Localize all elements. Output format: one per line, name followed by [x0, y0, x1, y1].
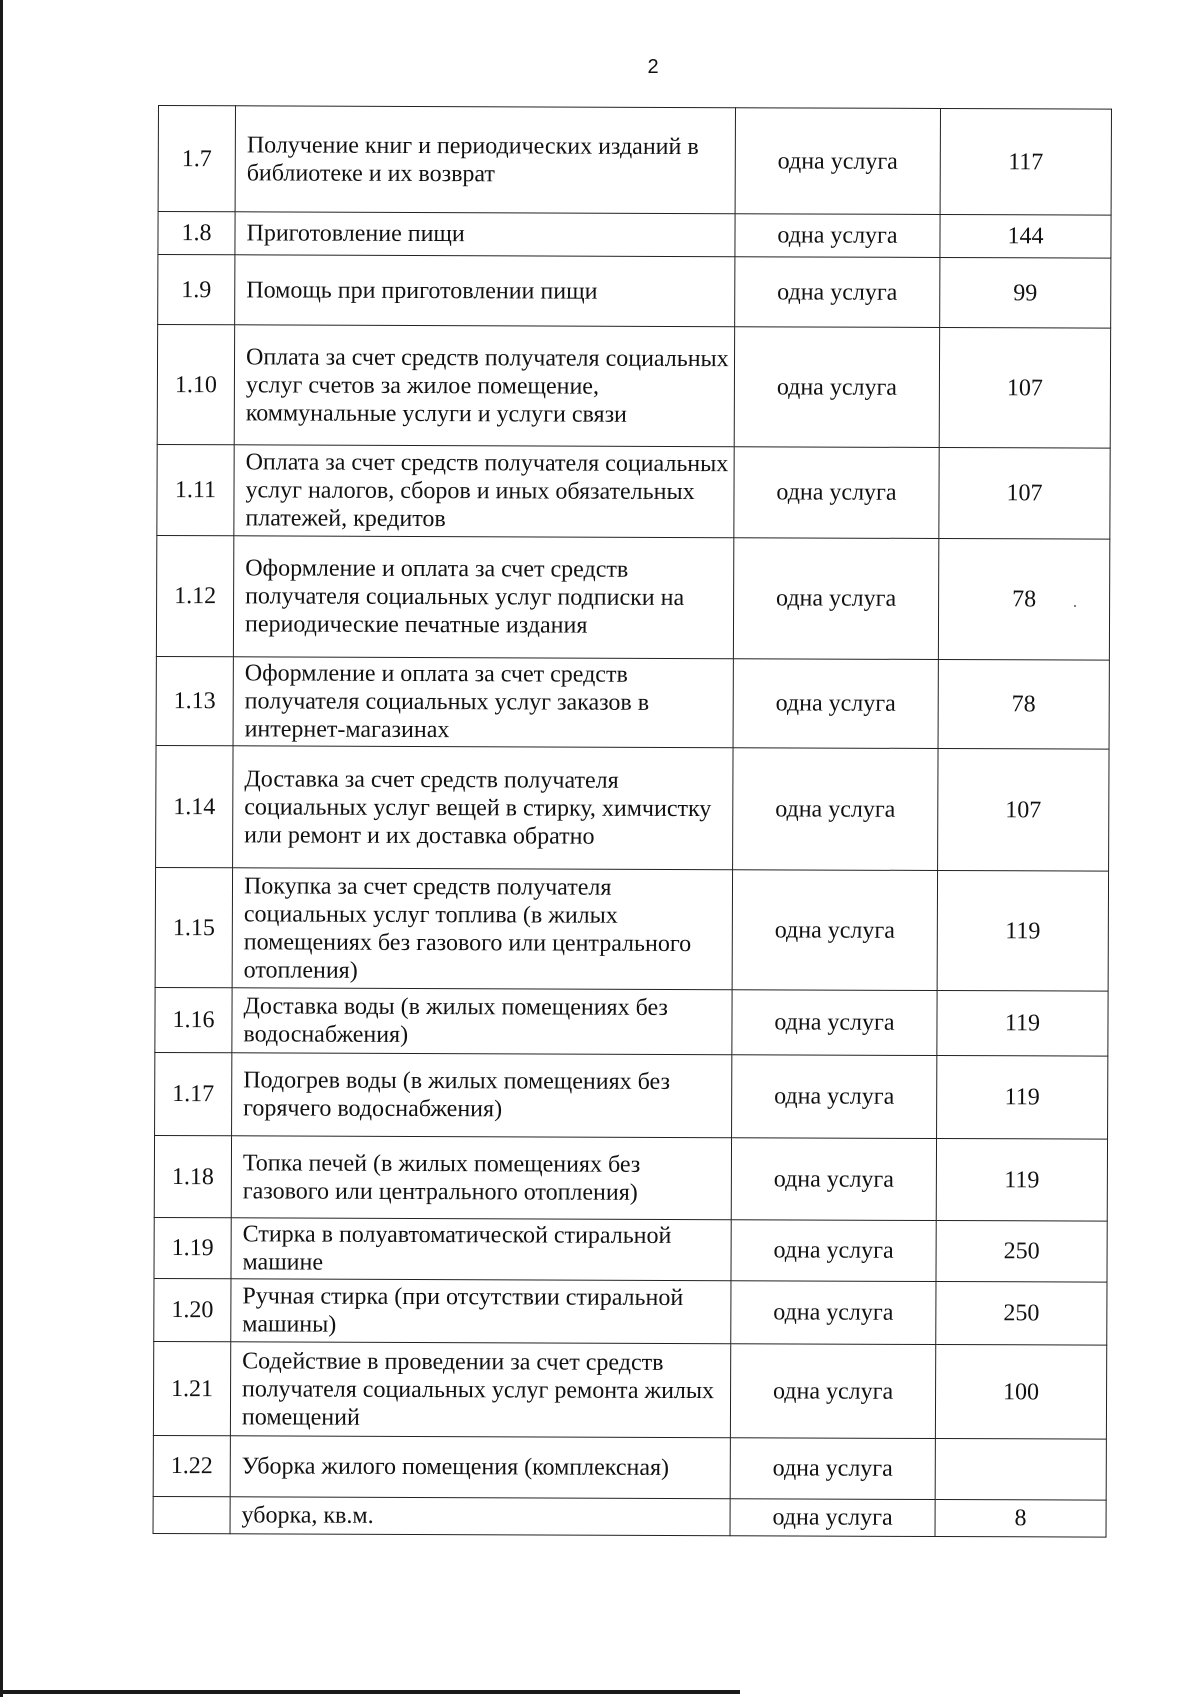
row-number: 1.11 [157, 444, 234, 535]
table-row [157, 444, 1110, 539]
row-number: 1.20 [154, 1278, 231, 1341]
row-number: 1.12 [156, 535, 233, 656]
table-row [158, 212, 1111, 259]
service-name: Приготовление пищи [235, 212, 735, 257]
service-price: 119 [937, 1055, 1108, 1139]
scan-speck [1074, 605, 1076, 607]
table-row [158, 106, 1111, 216]
row-number: 1.15 [155, 867, 232, 987]
service-name: Оплата за счет средств получателя социальных услуг налогов, сборов и иных обязательных платежей, кредитов [234, 445, 734, 538]
service-unit: одна услуга [733, 538, 938, 660]
service-name: Оплата за счет средств получателя социальных услуг счетов за жилое помещение, коммунальные услуги и услуги связи [234, 325, 734, 447]
service-name: Доставка воды (в жилых помещениях без водоснабжения) [232, 988, 732, 1055]
page-number: 2 [647, 56, 659, 78]
service-price: 78 [938, 660, 1109, 750]
service-price: 250 [936, 1220, 1107, 1282]
services-table-body [153, 106, 1111, 1538]
row-number: 1.17 [155, 1052, 232, 1135]
service-unit: одна услуга [731, 1220, 936, 1282]
row-number: 1.16 [155, 987, 232, 1052]
service-unit: одна услуга [733, 748, 938, 871]
service-name: Помощь при приготовлении пищи [235, 255, 735, 327]
service-unit: одна услуга [731, 1281, 936, 1345]
service-name: Подогрев воды (в жилых помещениях без горячего водоснабжения) [232, 1053, 732, 1138]
service-unit: одна услуга [735, 257, 940, 328]
service-price: 78 [938, 539, 1109, 661]
table-row [156, 745, 1109, 871]
service-unit: одна услуга [731, 1138, 936, 1221]
row-number: 1.22 [153, 1435, 230, 1496]
table-row [153, 1341, 1106, 1439]
table-row [156, 535, 1109, 660]
row-number: 1.10 [157, 325, 234, 445]
service-unit: одна услуга [730, 1499, 935, 1537]
service-name: Ручная стирка (при отсутствии стиральной машины) [231, 1279, 731, 1344]
service-price: 144 [940, 215, 1111, 259]
table-row [154, 1135, 1107, 1221]
table-row [156, 656, 1109, 749]
row-number [153, 1496, 230, 1533]
table-row [154, 1278, 1107, 1345]
row-number: 1.19 [154, 1217, 231, 1278]
service-price: 107 [939, 328, 1110, 449]
service-price: 107 [939, 448, 1110, 540]
service-name: Оформление и оплата за счет средств получателя социальных услуг заказов в интернет-магазинах [233, 657, 733, 748]
service-name: Уборка жилого помещения (комплексная) [230, 1436, 730, 1499]
service-unit: одна услуга [734, 447, 939, 539]
table-row [155, 1052, 1108, 1139]
service-unit: одна услуга [735, 108, 940, 215]
service-price: 99 [940, 258, 1111, 329]
service-unit: одна услуга [732, 990, 937, 1056]
table-row [157, 325, 1110, 449]
table-row [154, 1217, 1107, 1282]
service-name: Доставка за счет средств получателя социальных услуг вещей в стирку, химчистку или ремонт и их доставка обратно [233, 746, 733, 870]
table-row [153, 1435, 1106, 1500]
row-number: 1.18 [154, 1135, 231, 1217]
service-price: 100 [935, 1344, 1106, 1439]
service-price [935, 1438, 1106, 1500]
page-number-container [0, 56, 1200, 79]
service-unit: одна услуга [733, 659, 938, 749]
scan-left-edge [0, 0, 3, 1697]
service-unit: одна услуга [732, 1055, 937, 1139]
service-unit: одна услуга [730, 1344, 935, 1439]
service-price: 119 [936, 1138, 1107, 1221]
row-number: 1.9 [158, 255, 235, 325]
row-number: 1.13 [156, 656, 233, 745]
row-number: 1.14 [156, 745, 233, 867]
service-unit: одна услуга [732, 870, 937, 991]
service-price: 107 [938, 748, 1109, 871]
service-price: 119 [937, 870, 1108, 991]
service-unit: одна услуга [735, 214, 940, 258]
service-price: 117 [940, 109, 1111, 216]
table-row [155, 987, 1108, 1056]
service-name: Покупка за счет средств получателя социальных услуг топлива (в жилых помещениях без газового или центрального отопления) [232, 868, 732, 990]
row-number: 1.7 [158, 106, 235, 212]
table-row [153, 1496, 1106, 1537]
scan-bottom-edge [0, 1690, 740, 1694]
service-name: Стирка в полуавтоматической стиральной машине [231, 1218, 731, 1281]
service-name: Содействие в проведении за счет средств получателя социальных услуг ремонта жилых помещений [230, 1342, 730, 1438]
service-unit: одна услуга [730, 1438, 935, 1500]
service-price: 119 [937, 990, 1108, 1056]
row-number: 1.8 [158, 212, 235, 255]
service-price: 250 [936, 1281, 1107, 1345]
service-unit: одна услуга [734, 327, 939, 448]
service-price: 8 [935, 1499, 1106, 1537]
table-row [158, 255, 1111, 329]
service-name: Топка печей (в жилых помещениях без газового или центрального отопления) [231, 1136, 731, 1220]
services-price-table [153, 105, 1112, 1538]
row-number: 1.21 [153, 1341, 230, 1435]
table-row [155, 867, 1108, 991]
service-name: Оформление и оплата за счет средств получателя социальных услуг подписки на периодические печатные издания [233, 536, 733, 659]
service-name: Получение книг и периодических изданий в библиотеке и их возврат [235, 106, 735, 214]
service-name: уборка, кв.м. [230, 1497, 730, 1536]
